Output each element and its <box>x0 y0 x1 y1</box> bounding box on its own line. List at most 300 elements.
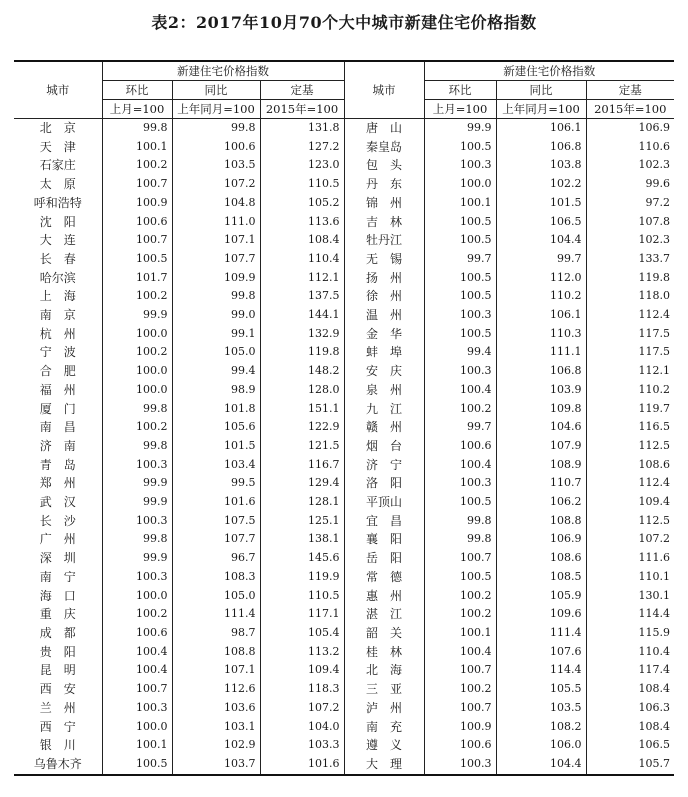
dj-left-cell: 122.9 <box>260 418 344 437</box>
dj-right-cell: 111.6 <box>586 549 674 568</box>
hb-right-cell: 100.3 <box>424 755 496 775</box>
tb-right-cell: 112.0 <box>496 269 586 288</box>
city-right-cell: 安 庆 <box>344 362 424 381</box>
hb-left-cell: 100.0 <box>102 381 172 400</box>
table-row <box>14 306 674 325</box>
city-right-cell: 丹 东 <box>344 175 424 194</box>
hb-right-cell: 100.2 <box>424 400 496 419</box>
hb-left-cell: 100.2 <box>102 287 172 306</box>
hb-right-cell: 100.5 <box>424 138 496 157</box>
tb-left-cell: 105.0 <box>172 587 260 606</box>
hb-right-cell: 99.7 <box>424 250 496 269</box>
hb-left-cell: 99.8 <box>102 400 172 419</box>
tb-right-cell: 106.2 <box>496 493 586 512</box>
tb-left-cell: 107.1 <box>172 661 260 680</box>
table-row <box>14 512 674 531</box>
hb-right-cell: 99.7 <box>424 418 496 437</box>
city-right-cell: 唐 山 <box>344 119 424 138</box>
dj-left-cell: 119.8 <box>260 343 344 362</box>
city-left-cell: 哈尔滨 <box>39 270 76 285</box>
dj-right-cell: 99.6 <box>586 175 674 194</box>
tb-left-cell: 99.4 <box>172 362 260 381</box>
tb-right-cell: 106.5 <box>496 213 586 232</box>
city-left-cell: 合 肥 <box>39 364 76 379</box>
dj-left-cell: 116.7 <box>260 456 344 475</box>
tb-left-cell: 99.8 <box>172 287 260 306</box>
tb-left-cell: 102.9 <box>172 736 260 755</box>
city-left-cell: 南 京 <box>39 308 76 323</box>
tb-left-cell: 104.8 <box>172 194 260 213</box>
city-left-cell: 福 州 <box>39 382 76 397</box>
dj-right-cell: 107.2 <box>586 530 674 549</box>
tb-right-cell: 105.5 <box>496 680 586 699</box>
table-row <box>14 119 674 138</box>
dj-left-cell: 107.2 <box>260 699 344 718</box>
tb-right-cell: 101.5 <box>496 194 586 213</box>
hb-right-cell: 100.4 <box>424 381 496 400</box>
hb-right-cell: 100.5 <box>424 325 496 344</box>
hb-right-cell: 100.6 <box>424 437 496 456</box>
hb-left-cell: 99.9 <box>102 474 172 493</box>
dj-right-cell: 105.7 <box>586 755 674 775</box>
tb-left-cell: 99.5 <box>172 474 260 493</box>
tb-right-cell: 107.6 <box>496 643 586 662</box>
table-row <box>14 381 674 400</box>
dj-right-cell: 130.1 <box>586 587 674 606</box>
hb-left-cell: 100.6 <box>102 213 172 232</box>
tb-right-cell: 109.8 <box>496 400 586 419</box>
table-row <box>14 194 674 213</box>
hb-left-cell: 100.2 <box>102 156 172 175</box>
dj-left-cell: 110.4 <box>260 250 344 269</box>
tb-left-cell: 103.1 <box>172 718 260 737</box>
dj-right-cell: 119.7 <box>586 400 674 419</box>
tb-right-cell: 114.4 <box>496 661 586 680</box>
hb-right-cell: 100.9 <box>424 718 496 737</box>
city-left-cell: 重 庆 <box>39 607 76 622</box>
price-index-table <box>14 60 674 776</box>
hb-header-left: 环比 <box>102 81 172 100</box>
table-row <box>14 736 674 755</box>
table-row <box>14 718 674 737</box>
tb-left-cell: 103.4 <box>172 456 260 475</box>
dj-left-cell: 128.0 <box>260 381 344 400</box>
city-right-cell: 蚌 埠 <box>344 343 424 362</box>
dj-left-cell: 138.1 <box>260 530 344 549</box>
hb-left-cell: 100.4 <box>102 643 172 662</box>
tb-right-cell: 99.7 <box>496 250 586 269</box>
tb-right-cell: 106.0 <box>496 736 586 755</box>
dj-base-right: 2015年=100 <box>586 100 674 119</box>
table-title: 表2：2017年10月70个大中城市新建住宅价格指数 <box>151 13 537 32</box>
dj-right-cell: 110.6 <box>586 138 674 157</box>
dj-left-cell: 112.1 <box>260 269 344 288</box>
dj-right-cell: 117.5 <box>586 325 674 344</box>
hb-left-cell: 100.2 <box>102 605 172 624</box>
city-left-cell: 海 口 <box>39 588 76 603</box>
city-left-cell: 深 圳 <box>39 551 76 566</box>
city-right-cell: 岳 阳 <box>344 549 424 568</box>
hb-right-cell: 100.7 <box>424 699 496 718</box>
tb-left-cell: 109.9 <box>172 269 260 288</box>
hb-right-cell: 100.3 <box>424 474 496 493</box>
city-left-cell: 广 州 <box>39 532 76 547</box>
hb-right-cell: 100.5 <box>424 568 496 587</box>
dj-right-cell: 106.9 <box>586 119 674 138</box>
city-left-cell: 宁 波 <box>39 345 76 360</box>
city-right-cell: 金 华 <box>344 325 424 344</box>
dj-right-cell: 117.5 <box>586 343 674 362</box>
hb-right-cell: 100.3 <box>424 362 496 381</box>
dj-left-cell: 123.0 <box>260 156 344 175</box>
city-left-cell: 天 津 <box>39 139 76 154</box>
city-left-cell: 石家庄 <box>39 158 76 173</box>
tb-right-cell: 106.8 <box>496 138 586 157</box>
dj-right-cell: 110.4 <box>586 643 674 662</box>
city-left-cell: 银 川 <box>39 738 76 753</box>
dj-left-cell: 110.5 <box>260 175 344 194</box>
city-right-cell: 牡丹江 <box>344 231 424 250</box>
city-right-cell: 温 州 <box>344 306 424 325</box>
city-right-cell: 泉 州 <box>344 381 424 400</box>
city-right-cell: 洛 阳 <box>344 474 424 493</box>
table-row <box>14 549 674 568</box>
table-row <box>14 156 674 175</box>
dj-left-cell: 145.6 <box>260 549 344 568</box>
city-right-cell: 北 海 <box>344 661 424 680</box>
dj-right-cell: 102.3 <box>586 156 674 175</box>
tb-right-cell: 103.9 <box>496 381 586 400</box>
hb-left-cell: 100.0 <box>102 587 172 606</box>
hb-right-cell: 100.2 <box>424 587 496 606</box>
dj-right-cell: 107.8 <box>586 213 674 232</box>
table-body <box>14 119 674 775</box>
tb-left-cell: 99.8 <box>172 119 260 138</box>
hb-right-cell: 100.2 <box>424 605 496 624</box>
dj-left-cell: 105.2 <box>260 194 344 213</box>
tb-right-cell: 108.5 <box>496 568 586 587</box>
hb-base-left: 上月=100 <box>102 100 172 119</box>
dj-right-cell: 112.1 <box>586 362 674 381</box>
hb-right-cell: 100.1 <box>424 194 496 213</box>
city-right-cell: 扬 州 <box>344 269 424 288</box>
hb-left-cell: 99.8 <box>102 437 172 456</box>
tb-left-cell: 96.7 <box>172 549 260 568</box>
tb-right-cell: 104.6 <box>496 418 586 437</box>
hb-left-cell: 100.6 <box>102 624 172 643</box>
tb-left-cell: 103.6 <box>172 699 260 718</box>
hb-right-cell: 100.5 <box>424 269 496 288</box>
tb-left-cell: 107.5 <box>172 512 260 531</box>
dj-left-cell: 144.1 <box>260 306 344 325</box>
tb-right-cell: 108.8 <box>496 512 586 531</box>
hb-right-cell: 100.1 <box>424 624 496 643</box>
dj-right-cell: 112.4 <box>586 306 674 325</box>
hb-left-cell: 101.7 <box>102 269 172 288</box>
hb-left-cell: 100.3 <box>102 568 172 587</box>
tb-left-cell: 101.5 <box>172 437 260 456</box>
city-right-cell: 南 充 <box>344 718 424 737</box>
tb-left-cell: 107.1 <box>172 231 260 250</box>
table-row <box>14 493 674 512</box>
tb-right-cell: 104.4 <box>496 231 586 250</box>
city-right-cell: 三 亚 <box>344 680 424 699</box>
tb-right-cell: 105.9 <box>496 587 586 606</box>
dj-left-cell: 113.6 <box>260 213 344 232</box>
city-left-cell: 长 沙 <box>39 513 76 528</box>
tb-right-cell: 104.4 <box>496 755 586 775</box>
city-left-cell: 西 宁 <box>39 719 76 734</box>
dj-left-cell: 151.1 <box>260 400 344 419</box>
tb-left-cell: 107.7 <box>172 530 260 549</box>
hb-left-cell: 100.0 <box>102 362 172 381</box>
hb-left-cell: 99.9 <box>102 493 172 512</box>
tb-right-cell: 106.1 <box>496 119 586 138</box>
tb-left-cell: 111.4 <box>172 605 260 624</box>
city-left-cell: 大 连 <box>39 233 76 248</box>
hb-left-cell: 100.5 <box>102 755 172 775</box>
hb-left-cell: 100.3 <box>102 512 172 531</box>
hb-right-cell: 100.3 <box>424 156 496 175</box>
hb-left-cell: 100.0 <box>102 718 172 737</box>
table-row <box>14 587 674 606</box>
hb-left-cell: 100.7 <box>102 680 172 699</box>
hb-right-cell: 100.5 <box>424 213 496 232</box>
hb-left-cell: 100.0 <box>102 325 172 344</box>
dj-left-cell: 113.2 <box>260 643 344 662</box>
dj-header-left: 定基 <box>260 81 344 100</box>
table-row <box>14 325 674 344</box>
hb-left-cell: 100.3 <box>102 699 172 718</box>
table-row <box>14 699 674 718</box>
table-row <box>14 269 674 288</box>
tb-right-cell: 111.4 <box>496 624 586 643</box>
hb-base-right: 上月=100 <box>424 100 496 119</box>
tb-right-cell: 106.9 <box>496 530 586 549</box>
table-row <box>14 661 674 680</box>
group-header-right: 新建住宅价格指数 <box>424 61 674 81</box>
hb-right-cell: 100.6 <box>424 736 496 755</box>
city-left-cell: 武 汉 <box>39 495 76 510</box>
dj-right-cell: 106.3 <box>586 699 674 718</box>
city-left-cell: 青 岛 <box>39 457 76 472</box>
dj-left-cell: 148.2 <box>260 362 344 381</box>
dj-right-cell: 117.4 <box>586 661 674 680</box>
hb-left-cell: 99.9 <box>102 549 172 568</box>
city-right-cell: 赣 州 <box>344 418 424 437</box>
hb-left-cell: 100.5 <box>102 250 172 269</box>
hb-left-cell: 100.1 <box>102 138 172 157</box>
hb-right-cell: 99.4 <box>424 343 496 362</box>
table-row <box>14 418 674 437</box>
dj-right-cell: 114.4 <box>586 605 674 624</box>
dj-right-cell: 106.5 <box>586 736 674 755</box>
table-row <box>14 231 674 250</box>
tb-right-cell: 106.8 <box>496 362 586 381</box>
hb-right-cell: 100.0 <box>424 175 496 194</box>
tb-right-cell: 110.7 <box>496 474 586 493</box>
hb-left-cell: 100.2 <box>102 343 172 362</box>
city-right-cell: 大 理 <box>344 755 424 775</box>
dj-left-cell: 128.1 <box>260 493 344 512</box>
tb-base-left: 上年同月=100 <box>172 100 260 119</box>
tb-left-cell: 103.5 <box>172 156 260 175</box>
city-right-cell: 韶 关 <box>344 624 424 643</box>
tb-left-cell: 108.8 <box>172 643 260 662</box>
dj-right-cell: 102.3 <box>586 231 674 250</box>
table-row <box>14 213 674 232</box>
tb-right-cell: 111.1 <box>496 343 586 362</box>
dj-left-cell: 127.2 <box>260 138 344 157</box>
city-left-cell: 兰 州 <box>39 700 76 715</box>
group-header-left: 新建住宅价格指数 <box>102 61 344 81</box>
city-right-cell: 徐 州 <box>344 287 424 306</box>
tb-left-cell: 99.0 <box>172 306 260 325</box>
city-left-cell: 杭 州 <box>39 326 76 341</box>
dj-left-cell: 117.1 <box>260 605 344 624</box>
city-left-cell: 郑 州 <box>39 476 76 491</box>
city-right-cell: 包 头 <box>344 156 424 175</box>
tb-left-cell: 98.9 <box>172 381 260 400</box>
tb-right-cell: 108.2 <box>496 718 586 737</box>
dj-right-cell: 97.2 <box>586 194 674 213</box>
tb-left-cell: 99.1 <box>172 325 260 344</box>
city-left-cell: 呼和浩特 <box>33 195 82 210</box>
tb-right-cell: 102.2 <box>496 175 586 194</box>
hb-left-cell: 100.2 <box>102 418 172 437</box>
tb-right-cell: 110.2 <box>496 287 586 306</box>
tb-left-cell: 111.0 <box>172 213 260 232</box>
city-left-cell: 太 原 <box>39 177 76 192</box>
city-right-cell: 济 宁 <box>344 456 424 475</box>
tb-right-cell: 106.1 <box>496 306 586 325</box>
city-left-cell: 南 宁 <box>39 569 76 584</box>
tb-header-left: 同比 <box>172 81 260 100</box>
city-right-cell: 遵 义 <box>344 736 424 755</box>
dj-left-cell: 103.3 <box>260 736 344 755</box>
hb-left-cell: 99.9 <box>102 306 172 325</box>
city-left-cell: 长 春 <box>39 251 76 266</box>
dj-left-cell: 129.4 <box>260 474 344 493</box>
table-row <box>14 530 674 549</box>
tb-right-cell: 108.9 <box>496 456 586 475</box>
tb-right-cell: 108.6 <box>496 549 586 568</box>
dj-right-cell: 133.7 <box>586 250 674 269</box>
tb-left-cell: 105.6 <box>172 418 260 437</box>
hb-right-cell: 99.8 <box>424 512 496 531</box>
dj-left-cell: 109.4 <box>260 661 344 680</box>
hb-right-cell: 100.4 <box>424 456 496 475</box>
hb-right-cell: 100.3 <box>424 306 496 325</box>
hb-left-cell: 99.8 <box>102 530 172 549</box>
dj-left-cell: 121.5 <box>260 437 344 456</box>
dj-left-cell: 119.9 <box>260 568 344 587</box>
tb-left-cell: 103.7 <box>172 755 260 775</box>
hb-right-cell: 100.5 <box>424 287 496 306</box>
dj-left-cell: 110.5 <box>260 587 344 606</box>
hb-left-cell: 99.8 <box>102 119 172 138</box>
table-row <box>14 287 674 306</box>
tb-base-right: 上年同月=100 <box>496 100 586 119</box>
city-right-cell: 湛 江 <box>344 605 424 624</box>
table-row <box>14 250 674 269</box>
dj-right-cell: 115.9 <box>586 624 674 643</box>
dj-left-cell: 105.4 <box>260 624 344 643</box>
dj-left-cell: 101.6 <box>260 755 344 775</box>
city-right-cell: 惠 州 <box>344 587 424 606</box>
city-left-cell: 西 安 <box>39 682 76 697</box>
table-row <box>14 362 674 381</box>
city-right-cell: 常 德 <box>344 568 424 587</box>
tb-right-cell: 110.3 <box>496 325 586 344</box>
tb-left-cell: 107.7 <box>172 250 260 269</box>
dj-right-cell: 119.8 <box>586 269 674 288</box>
table-row <box>14 680 674 699</box>
hb-right-cell: 100.7 <box>424 661 496 680</box>
dj-right-cell: 108.4 <box>586 680 674 699</box>
city-left-cell: 乌鲁木齐 <box>14 755 102 775</box>
table-row <box>14 605 674 624</box>
table-row <box>14 624 674 643</box>
tb-left-cell: 112.6 <box>172 680 260 699</box>
city-right-cell: 桂 林 <box>344 643 424 662</box>
hb-right-cell: 100.7 <box>424 549 496 568</box>
tb-left-cell: 98.7 <box>172 624 260 643</box>
dj-right-cell: 112.5 <box>586 437 674 456</box>
dj-right-cell: 118.0 <box>586 287 674 306</box>
table-row <box>14 175 674 194</box>
dj-left-cell: 118.3 <box>260 680 344 699</box>
dj-right-cell: 110.1 <box>586 568 674 587</box>
city-right-cell: 泸 州 <box>344 699 424 718</box>
hb-right-cell: 100.5 <box>424 231 496 250</box>
hb-left-cell: 100.3 <box>102 456 172 475</box>
table-row <box>14 437 674 456</box>
dj-right-cell: 112.4 <box>586 474 674 493</box>
hb-left-cell: 100.4 <box>102 661 172 680</box>
table-row <box>14 643 674 662</box>
city-left-cell: 北 京 <box>39 121 76 135</box>
hb-right-cell: 100.2 <box>424 680 496 699</box>
dj-left-cell: 131.8 <box>260 119 344 138</box>
dj-right-cell: 110.2 <box>586 381 674 400</box>
hb-left-cell: 100.9 <box>102 194 172 213</box>
tb-right-cell: 109.6 <box>496 605 586 624</box>
table-row <box>14 755 674 775</box>
dj-left-cell: 132.9 <box>260 325 344 344</box>
table-row <box>14 568 674 587</box>
hb-left-cell: 100.7 <box>102 231 172 250</box>
dj-base-left: 2015年=100 <box>260 100 344 119</box>
dj-right-cell: 108.4 <box>586 718 674 737</box>
city-right-cell: 平顶山 <box>344 493 424 512</box>
hb-right-cell: 100.4 <box>424 643 496 662</box>
dj-right-cell: 108.6 <box>586 456 674 475</box>
dj-header-right: 定基 <box>586 81 674 100</box>
dj-left-cell: 108.4 <box>260 231 344 250</box>
dj-left-cell: 137.5 <box>260 287 344 306</box>
tb-right-cell: 107.9 <box>496 437 586 456</box>
city-left-cell: 成 都 <box>39 625 76 640</box>
city-left-cell: 上 海 <box>39 289 76 304</box>
table-row <box>14 456 674 475</box>
tb-left-cell: 107.2 <box>172 175 260 194</box>
city-right-cell: 宜 昌 <box>344 512 424 531</box>
city-right-cell: 烟 台 <box>344 437 424 456</box>
city-left-cell: 沈 阳 <box>39 214 76 229</box>
city-right-cell: 无 锡 <box>344 250 424 269</box>
tb-left-cell: 101.6 <box>172 493 260 512</box>
